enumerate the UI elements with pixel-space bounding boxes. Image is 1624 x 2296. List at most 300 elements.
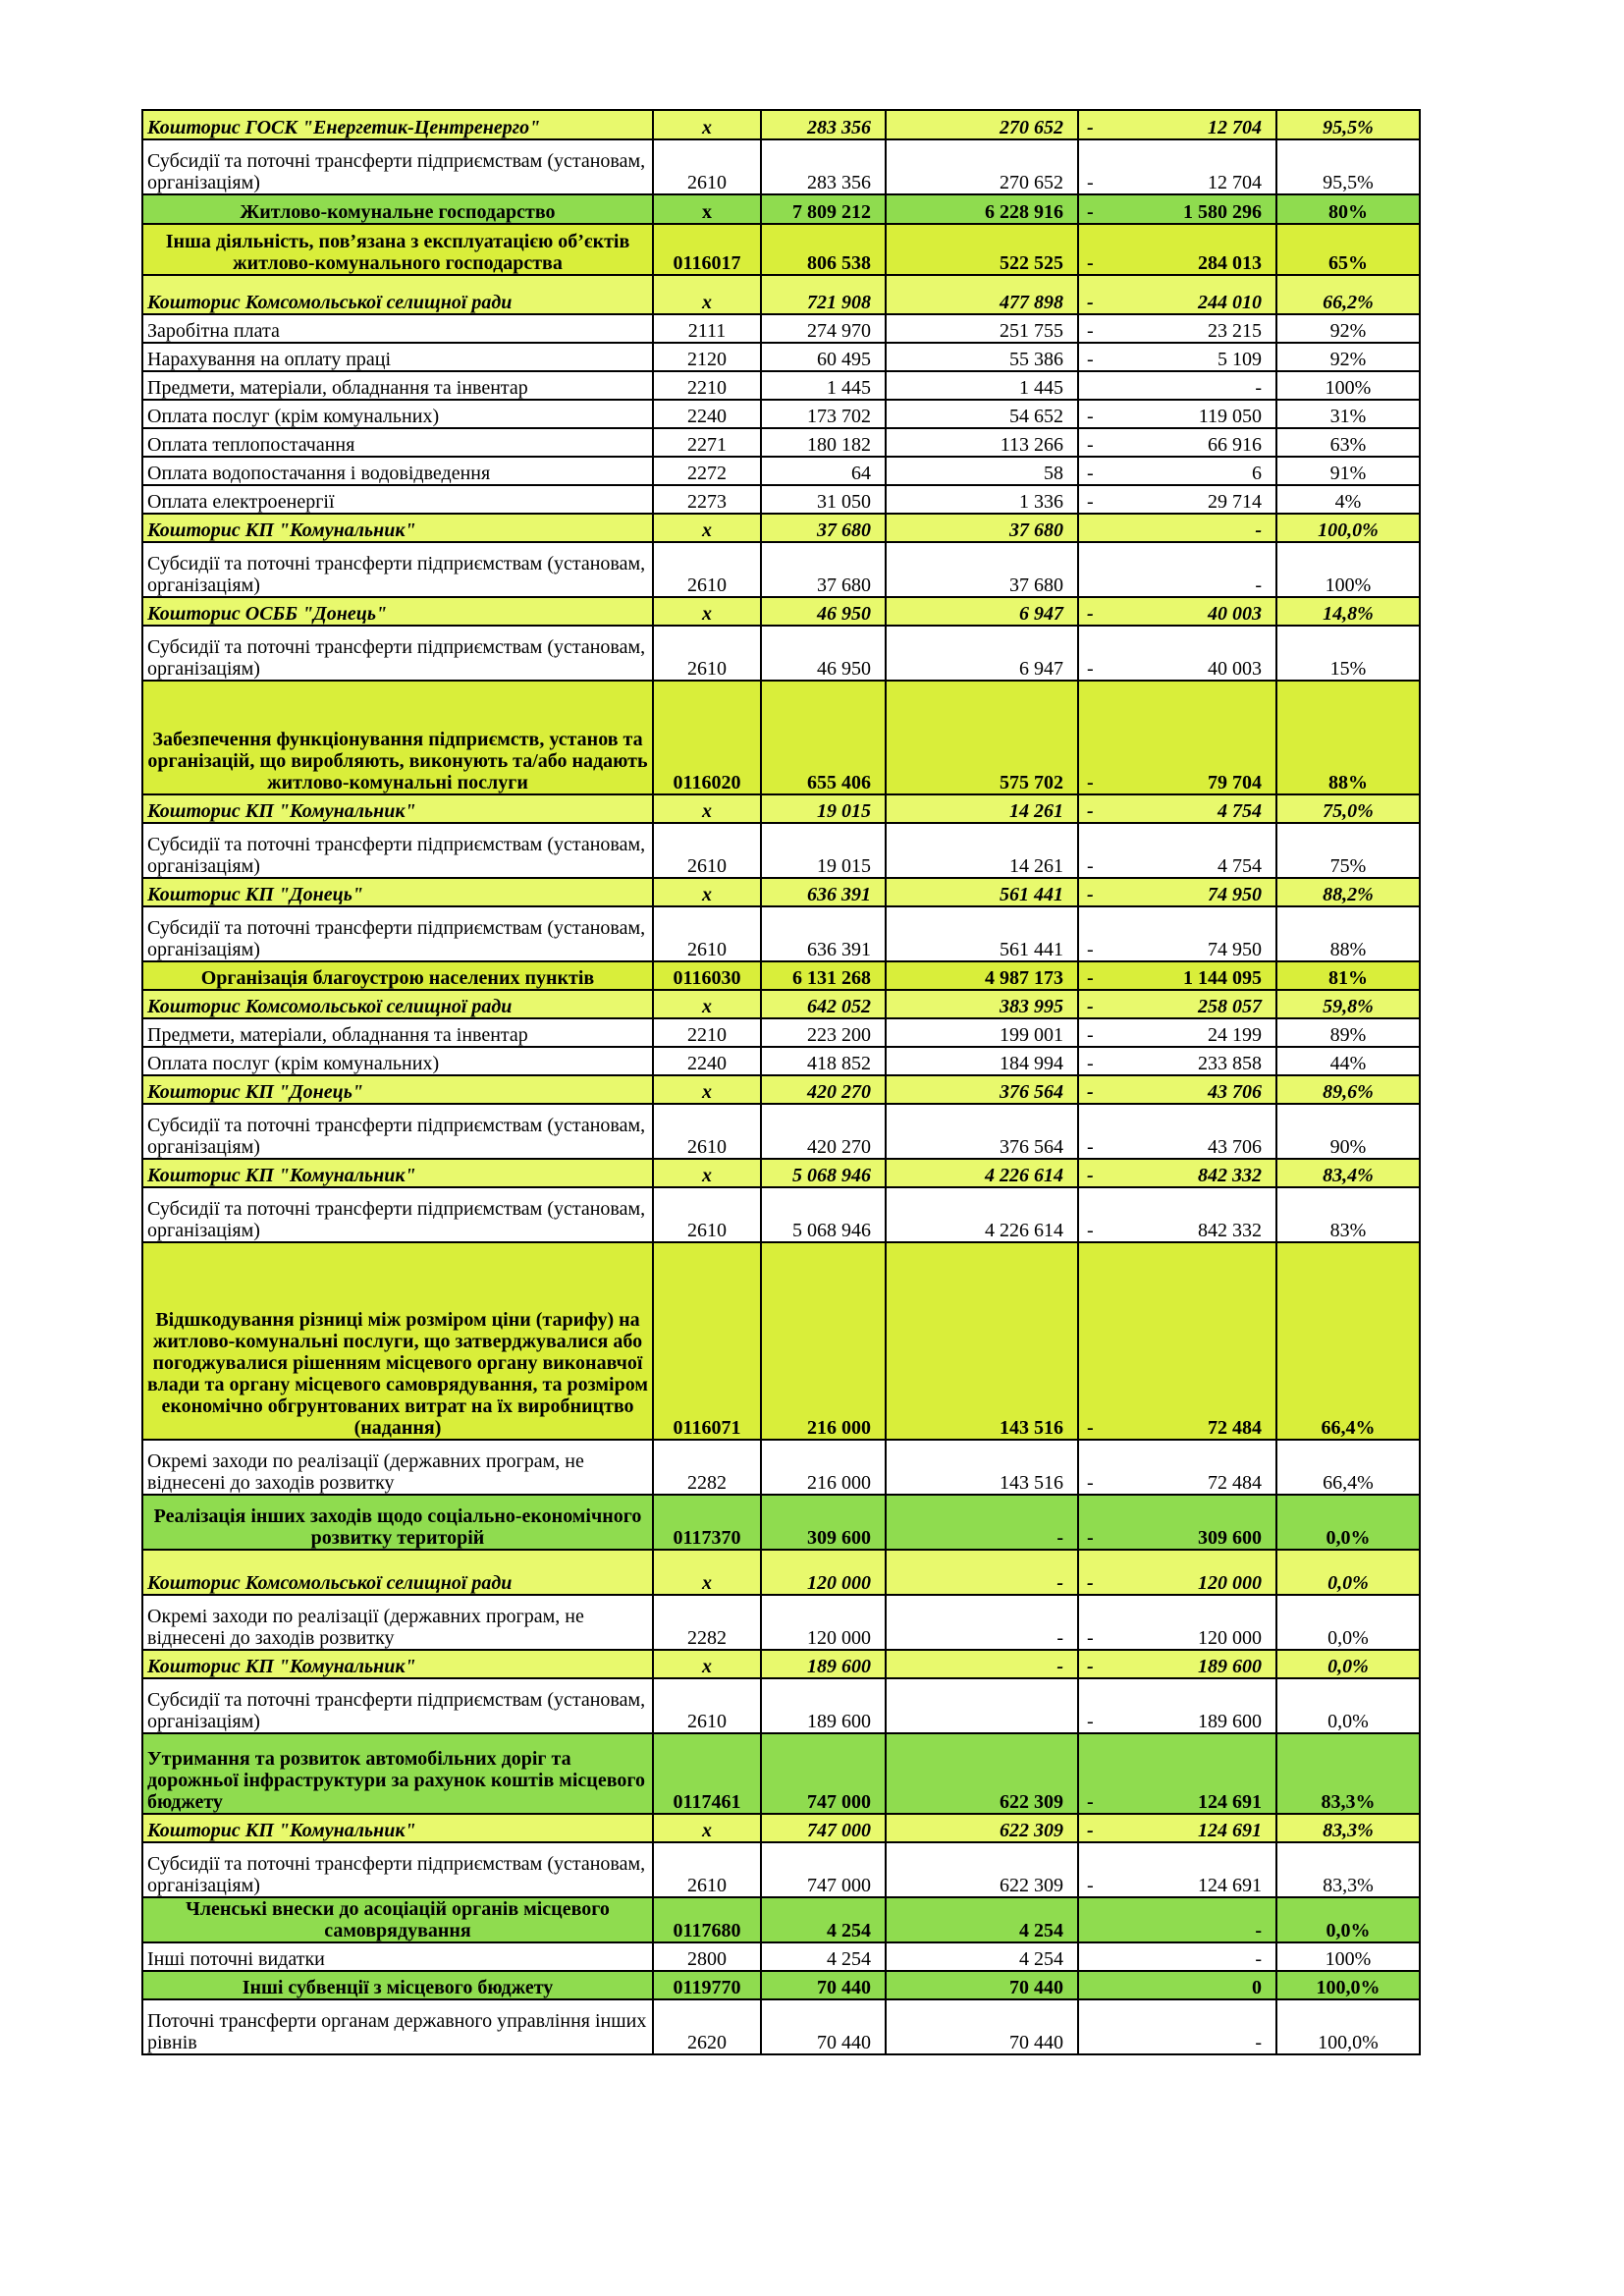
row-fact: 143 516 [886, 1440, 1078, 1495]
row-diff-sign: - [1087, 320, 1094, 342]
row-diff-sign: - [1087, 201, 1094, 223]
row-fact: 14 261 [886, 794, 1078, 823]
row-plan: 60 495 [761, 343, 886, 371]
row-plan: 4 254 [761, 1897, 886, 1942]
table-row [142, 1440, 1420, 1495]
row-plan: 64 [761, 457, 886, 485]
row-name: Кошторис КП "Комунальник" [142, 1814, 653, 1842]
row-diff [1078, 597, 1276, 626]
row-plan: 1 445 [761, 371, 886, 400]
row-diff-sign: - [1087, 463, 1094, 484]
row-percent: 66,2% [1276, 275, 1420, 314]
row-percent: 100,0% [1276, 1971, 1420, 1999]
row-diff [1078, 343, 1276, 371]
row-diff [1078, 542, 1276, 597]
row-percent: 89,6% [1276, 1075, 1420, 1104]
row-name: Інші поточні видатки [142, 1942, 653, 1971]
estimate-row [142, 990, 1420, 1018]
row-diff-sign: - [1087, 406, 1094, 427]
row-diff [1078, 1678, 1276, 1733]
row-code: 2210 [653, 371, 761, 400]
row-plan: 70 440 [761, 1971, 886, 1999]
row-diff-value: 258 057 [1198, 996, 1262, 1017]
row-diff-value: 4 754 [1218, 800, 1262, 822]
row-percent: 92% [1276, 314, 1420, 343]
row-percent: 83,3% [1276, 1814, 1420, 1842]
row-code: 0116017 [653, 224, 761, 275]
row-plan: 216 000 [761, 1242, 886, 1440]
row-plan: 806 538 [761, 224, 886, 275]
row-fact: 270 652 [886, 139, 1078, 194]
row-diff [1078, 1733, 1276, 1814]
row-percent: 4% [1276, 485, 1420, 514]
row-fact: - [886, 1595, 1078, 1650]
row-name: Оплата послуг (крім комунальних) [142, 400, 653, 428]
row-percent: 75,0% [1276, 794, 1420, 823]
row-name: Кошторис ОСББ "Донець" [142, 597, 653, 626]
row-diff [1078, 1187, 1276, 1242]
table-row [142, 1678, 1420, 1733]
row-diff-sign: - [1087, 1053, 1094, 1074]
row-code: 0116071 [653, 1242, 761, 1440]
program-row [142, 1971, 1420, 1999]
row-diff-value: 6 [1252, 463, 1262, 484]
row-code: 2120 [653, 343, 761, 371]
row-plan: 747 000 [761, 1842, 886, 1897]
row-diff [1078, 1495, 1276, 1550]
row-percent: 83,3% [1276, 1733, 1420, 1814]
estimate-row [142, 794, 1420, 823]
row-plan: 120 000 [761, 1595, 886, 1650]
row-percent: 81% [1276, 961, 1420, 990]
row-percent: 0,0% [1276, 1495, 1420, 1550]
row-diff-value: 72 484 [1208, 1472, 1262, 1494]
row-diff-value: 74 950 [1208, 884, 1262, 905]
row-fact: 6 228 916 [886, 194, 1078, 224]
row-name: Предмети, матеріали, обладнання та інвентар [142, 1018, 653, 1047]
row-plan: 642 052 [761, 990, 886, 1018]
row-diff [1078, 990, 1276, 1018]
table-row [142, 1999, 1420, 2054]
row-diff [1078, 400, 1276, 428]
row-percent: 65% [1276, 224, 1420, 275]
row-name: Субсидії та поточні трансферти підприємствам (установам, організаціям) [142, 1187, 653, 1242]
row-percent: 88% [1276, 906, 1420, 961]
row-diff [1078, 1047, 1276, 1075]
table-row [142, 1942, 1420, 1971]
row-name: Оплата електроенергії [142, 485, 653, 514]
estimate-row [142, 1814, 1420, 1842]
row-diff-sign: - [1087, 1136, 1094, 1158]
row-diff-value: 5 109 [1218, 349, 1262, 370]
row-percent: 59,8% [1276, 990, 1420, 1018]
row-plan: 189 600 [761, 1650, 886, 1678]
row-name: Кошторис КП "Комунальник" [142, 794, 653, 823]
row-percent: 44% [1276, 1047, 1420, 1075]
table-row [142, 1187, 1420, 1242]
row-diff-sign: - [1087, 491, 1094, 513]
row-plan: 283 356 [761, 139, 886, 194]
row-code: 2620 [653, 1999, 761, 2054]
row-name: Субсидії та поточні трансферти підприємствам (установам, організаціям) [142, 1678, 653, 1733]
row-code: 0117370 [653, 1495, 761, 1550]
row-code: х [653, 1075, 761, 1104]
table-row [142, 906, 1420, 961]
row-diff-sign: - [1087, 884, 1094, 905]
row-name: Кошторис КП "Комунальник" [142, 1650, 653, 1678]
row-code: 2210 [653, 1018, 761, 1047]
row-code: 2610 [653, 542, 761, 597]
row-fact: 622 309 [886, 1814, 1078, 1842]
row-fact: 575 702 [886, 681, 1078, 794]
table-row [142, 428, 1420, 457]
row-diff-sign: - [1087, 658, 1094, 680]
row-percent: 92% [1276, 343, 1420, 371]
row-code: х [653, 514, 761, 542]
row-percent: 89% [1276, 1018, 1420, 1047]
row-diff [1078, 1814, 1276, 1842]
row-name: Оплата водопостачання і водовідведення [142, 457, 653, 485]
table-row [142, 314, 1420, 343]
row-code: 2610 [653, 1187, 761, 1242]
budget-table-body [142, 110, 1420, 2054]
table-row [142, 139, 1420, 194]
row-percent: 80% [1276, 194, 1420, 224]
row-diff [1078, 457, 1276, 485]
row-percent: 83,3% [1276, 1842, 1420, 1897]
row-fact: 37 680 [886, 514, 1078, 542]
estimate-row [142, 1075, 1420, 1104]
budget-table [141, 109, 1421, 2055]
table-row [142, 400, 1420, 428]
row-code: х [653, 194, 761, 224]
row-code: 0117461 [653, 1733, 761, 1814]
row-diff-sign: - [1087, 800, 1094, 822]
program-row [142, 681, 1420, 794]
table-row [142, 1842, 1420, 1897]
row-name: Організація благоустрою населених пунктів [142, 961, 653, 990]
row-diff-sign: - [1087, 349, 1094, 370]
row-name: Кошторис Комсомольської селищної ради [142, 990, 653, 1018]
row-diff [1078, 485, 1276, 514]
row-diff-value: 40 003 [1208, 603, 1262, 625]
row-fact: 199 001 [886, 1018, 1078, 1047]
row-diff-value: - [1255, 1948, 1262, 1970]
row-fact: 113 266 [886, 428, 1078, 457]
row-plan: 223 200 [761, 1018, 886, 1047]
row-percent: 0,0% [1276, 1550, 1420, 1595]
row-name: Кошторис Комсомольської селищної ради [142, 275, 653, 314]
row-name: Заробітна плата [142, 314, 653, 343]
row-diff-value: 43 706 [1208, 1136, 1262, 1158]
row-plan: 655 406 [761, 681, 886, 794]
program-row [142, 961, 1420, 990]
row-diff-sign: - [1087, 172, 1094, 193]
row-fact: 184 994 [886, 1047, 1078, 1075]
row-diff-value: 1 144 095 [1183, 967, 1262, 989]
row-diff-sign: - [1087, 1081, 1094, 1103]
row-diff [1078, 626, 1276, 681]
row-diff-sign: - [1087, 1527, 1094, 1549]
row-name: Інші субвенції з місцевого бюджету [142, 1971, 653, 1999]
row-diff-value: 72 484 [1208, 1417, 1262, 1439]
row-fact: 54 652 [886, 400, 1078, 428]
estimate-row [142, 275, 1420, 314]
row-plan: 274 970 [761, 314, 886, 343]
row-diff-value: 23 215 [1208, 320, 1262, 342]
row-code: х [653, 275, 761, 314]
row-percent: 95,5% [1276, 139, 1420, 194]
row-diff-value: 0 [1252, 1977, 1262, 1998]
row-fact: 477 898 [886, 275, 1078, 314]
row-name: Субсидії та поточні трансферти підприємствам (установам, організаціям) [142, 1842, 653, 1897]
row-name: Кошторис КП "Донець" [142, 878, 653, 906]
row-code: 2271 [653, 428, 761, 457]
row-name: Кошторис ГОСК "Енергетик-Центренерго" [142, 110, 653, 139]
row-code: х [653, 1159, 761, 1187]
row-diff-value: 189 600 [1198, 1711, 1262, 1732]
row-fact: 6 947 [886, 597, 1078, 626]
row-percent: 100% [1276, 1942, 1420, 1971]
row-plan: 418 852 [761, 1047, 886, 1075]
row-diff [1078, 681, 1276, 794]
row-code: 2240 [653, 400, 761, 428]
row-diff [1078, 1440, 1276, 1495]
row-code: х [653, 990, 761, 1018]
row-diff-sign: - [1087, 117, 1094, 138]
row-fact: 270 652 [886, 110, 1078, 139]
row-diff-sign: - [1087, 967, 1094, 989]
row-fact: 14 261 [886, 823, 1078, 878]
row-diff-sign: - [1087, 1656, 1094, 1677]
row-plan: 4 254 [761, 1942, 886, 1971]
row-name: Оплата послуг (крім комунальних) [142, 1047, 653, 1075]
row-diff [1078, 794, 1276, 823]
row-code: 2111 [653, 314, 761, 343]
row-percent: 83,4% [1276, 1159, 1420, 1187]
row-diff-sign: - [1087, 772, 1094, 793]
row-fact: 376 564 [886, 1104, 1078, 1159]
row-diff [1078, 1159, 1276, 1187]
row-diff [1078, 1104, 1276, 1159]
row-diff [1078, 878, 1276, 906]
row-plan: 19 015 [761, 794, 886, 823]
row-diff-value: - [1255, 377, 1262, 399]
row-diff-value: 309 600 [1198, 1527, 1262, 1549]
row-percent: 0,0% [1276, 1678, 1420, 1733]
row-diff [1078, 1650, 1276, 1678]
row-name: Нарахування на оплату праці [142, 343, 653, 371]
program-row [142, 1495, 1420, 1550]
row-diff-value: 43 706 [1208, 1081, 1262, 1103]
row-diff [1078, 1018, 1276, 1047]
table-row [142, 1018, 1420, 1047]
row-diff-value: 29 714 [1208, 491, 1262, 513]
row-diff [1078, 224, 1276, 275]
row-diff-value: 119 050 [1198, 406, 1262, 427]
row-diff [1078, 1550, 1276, 1595]
row-fact: 4 226 614 [886, 1159, 1078, 1187]
row-plan: 309 600 [761, 1495, 886, 1550]
row-diff-sign: - [1087, 1417, 1094, 1439]
row-fact: 4 226 614 [886, 1187, 1078, 1242]
row-plan: 37 680 [761, 542, 886, 597]
row-code: 2610 [653, 1842, 761, 1897]
row-plan: 747 000 [761, 1814, 886, 1842]
row-percent: 66,4% [1276, 1242, 1420, 1440]
row-fact: 70 440 [886, 1999, 1078, 2054]
row-plan: 46 950 [761, 626, 886, 681]
row-plan: 747 000 [761, 1733, 886, 1814]
row-percent: 0,0% [1276, 1595, 1420, 1650]
row-fact: 70 440 [886, 1971, 1078, 1999]
row-fact: 376 564 [886, 1075, 1078, 1104]
row-diff-value: 24 199 [1208, 1024, 1262, 1046]
row-diff [1078, 139, 1276, 194]
row-diff-value: 842 332 [1198, 1165, 1262, 1186]
row-diff-sign: - [1087, 1627, 1094, 1649]
row-name: Субсидії та поточні трансферти підприємствам (установам, організаціям) [142, 626, 653, 681]
row-fact: 143 516 [886, 1242, 1078, 1440]
row-diff [1078, 371, 1276, 400]
row-code: 2610 [653, 1678, 761, 1733]
row-diff-value: 74 950 [1208, 939, 1262, 960]
row-diff-value: - [1255, 574, 1262, 596]
row-diff [1078, 428, 1276, 457]
row-plan: 70 440 [761, 1999, 886, 2054]
program-row [142, 1897, 1420, 1942]
row-code: 2273 [653, 485, 761, 514]
row-name: Кошторис Комсомольської селищної ради [142, 1550, 653, 1595]
table-row [142, 1047, 1420, 1075]
row-diff-value: 120 000 [1198, 1627, 1262, 1649]
row-diff [1078, 110, 1276, 139]
row-diff-value: 124 691 [1198, 1820, 1262, 1841]
row-diff [1078, 1971, 1276, 1999]
row-plan: 5 068 946 [761, 1187, 886, 1242]
row-name: Субсидії та поточні трансферти підприємствам (установам, організаціям) [142, 1104, 653, 1159]
row-percent: 100,0% [1276, 1999, 1420, 2054]
row-code: 2610 [653, 626, 761, 681]
estimate-row [142, 878, 1420, 906]
row-diff-value: - [1255, 1920, 1262, 1941]
row-name: Поточні трансферти органам державного управління інших рівнів [142, 1999, 653, 2054]
row-diff-sign: - [1087, 1875, 1094, 1896]
row-code: 2240 [653, 1047, 761, 1075]
row-diff [1078, 514, 1276, 542]
row-plan: 46 950 [761, 597, 886, 626]
row-percent: 14,8% [1276, 597, 1420, 626]
row-diff-sign: - [1087, 603, 1094, 625]
row-plan: 636 391 [761, 906, 886, 961]
row-plan: 636 391 [761, 878, 886, 906]
row-fact: - [886, 1650, 1078, 1678]
row-fact: - [886, 1495, 1078, 1550]
row-code: 0116030 [653, 961, 761, 990]
row-percent: 100% [1276, 542, 1420, 597]
table-row [142, 485, 1420, 514]
row-diff-value: - [1255, 2032, 1262, 2053]
row-diff [1078, 194, 1276, 224]
row-code: х [653, 1550, 761, 1595]
row-plan: 6 131 268 [761, 961, 886, 990]
row-plan: 283 356 [761, 110, 886, 139]
row-code: х [653, 794, 761, 823]
row-fact: - [886, 1550, 1078, 1595]
table-row [142, 542, 1420, 597]
estimate-row [142, 1550, 1420, 1595]
row-diff-value: 124 691 [1198, 1791, 1262, 1813]
row-name: Оплата теплопостачання [142, 428, 653, 457]
row-diff-sign: - [1087, 855, 1094, 877]
row-diff [1078, 1942, 1276, 1971]
row-plan: 173 702 [761, 400, 886, 428]
row-name: Субсидії та поточні трансферти підприємствам (установам, організаціям) [142, 823, 653, 878]
row-diff-value: 79 704 [1208, 772, 1262, 793]
row-name: Членські внески до асоціацій органів місцевого самоврядування [142, 1897, 653, 1942]
estimate-row [142, 514, 1420, 542]
row-plan: 37 680 [761, 514, 886, 542]
program-row [142, 224, 1420, 275]
row-name: Утримання та розвиток автомобільних доріг та дорожньої інфраструктури за рахунок коштів місцевого бюджету [142, 1733, 653, 1814]
row-fact: 383 995 [886, 990, 1078, 1018]
row-diff-sign: - [1087, 1791, 1094, 1813]
row-fact: 561 441 [886, 906, 1078, 961]
table-row [142, 1595, 1420, 1650]
row-percent: 15% [1276, 626, 1420, 681]
estimate-row [142, 110, 1420, 139]
row-fact: 4 254 [886, 1942, 1078, 1971]
row-diff [1078, 1595, 1276, 1650]
row-plan: 189 600 [761, 1678, 886, 1733]
row-percent: 66,4% [1276, 1440, 1420, 1495]
row-code: 0119770 [653, 1971, 761, 1999]
row-code: 2610 [653, 823, 761, 878]
row-percent: 88% [1276, 681, 1420, 794]
row-diff [1078, 1999, 1276, 2054]
row-code: х [653, 597, 761, 626]
row-diff-sign: - [1087, 292, 1094, 313]
row-percent: 0,0% [1276, 1650, 1420, 1678]
row-diff-value: - [1255, 519, 1262, 541]
row-diff-sign: - [1087, 1472, 1094, 1494]
row-diff-sign: - [1087, 1024, 1094, 1046]
row-diff-sign: - [1087, 1220, 1094, 1241]
program-row [142, 1242, 1420, 1440]
row-fact: 522 525 [886, 224, 1078, 275]
row-plan: 7 809 212 [761, 194, 886, 224]
row-diff-value: 842 332 [1198, 1220, 1262, 1241]
row-plan: 5 068 946 [761, 1159, 886, 1187]
row-code: х [653, 878, 761, 906]
row-diff-value: 66 916 [1208, 434, 1262, 456]
row-diff [1078, 823, 1276, 878]
row-diff-sign: - [1087, 434, 1094, 456]
row-name: Окремі заходи по реалізації (державних програм, не віднесені до заходів розвитку [142, 1440, 653, 1495]
row-percent: 90% [1276, 1104, 1420, 1159]
row-fact: 6 947 [886, 626, 1078, 681]
row-plan: 31 050 [761, 485, 886, 514]
table-row [142, 371, 1420, 400]
row-name: Кошторис КП "Донець" [142, 1075, 653, 1104]
program-row [142, 194, 1420, 224]
row-fact: 4 987 173 [886, 961, 1078, 990]
row-name: Субсидії та поточні трансферти підприємствам (установам, організаціям) [142, 542, 653, 597]
row-fact: 1 445 [886, 371, 1078, 400]
row-code: 2272 [653, 457, 761, 485]
row-plan: 19 015 [761, 823, 886, 878]
row-plan: 120 000 [761, 1550, 886, 1595]
